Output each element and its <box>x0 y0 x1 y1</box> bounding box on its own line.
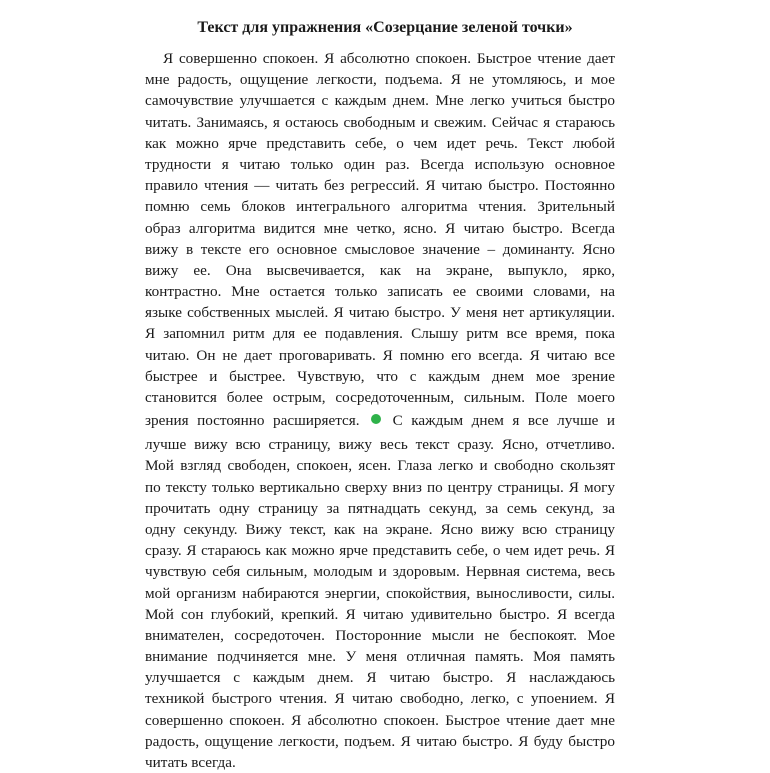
text-line: прочитать одну страницу за пятнадцать секунд, за семь секунд, за <box>145 499 615 517</box>
text-line: языке собственных мыслей. Я читаю быстро. У меня нет артикуляции. <box>145 304 615 322</box>
text-line: трудности я читаю только один раз. Всегда использую основное <box>145 155 615 173</box>
text-line: читать всегда. <box>145 754 236 771</box>
text-line: вижу ее. Она высвечивается, как на экране, выпукло, ярко, <box>145 261 615 279</box>
text-line: по тексту только вертикально сверху вниз по центру страницы. Я могу <box>145 478 615 496</box>
text-line: внимание подчиняется мне. У меня отличная память. Моя память <box>145 648 615 666</box>
green-dot-wrap <box>368 408 384 434</box>
text-line: правило чтения — читать без регрессий. Я читаю быстро. Постоянно <box>145 177 615 195</box>
text-line: мой организм набираются энергии, спокойствия, выносливости, силы. <box>145 584 615 602</box>
text-line: Я совершенно спокоен. Я абсолютно спокоен. Быстрое чтение дает <box>163 50 615 67</box>
text-line: улучшается с каждым днем. Я читаю быстро. Я наслаждаюсь <box>145 669 615 687</box>
green-dot-icon <box>371 414 381 424</box>
text-line: Мой сон глубокий, крепкий. Я читаю удивительно быстро. Я всегда <box>145 605 615 623</box>
text-line: Мой взгляд свободен, спокоен, ясен. Глаза легко и свободно скользят <box>145 457 615 475</box>
text-line: вижу в тексте его основное смысловое значение – доминанту. Ясно <box>145 240 615 258</box>
text-line: чувствую себя сильным, молодым и здоровым. Нервная система, весь <box>145 563 615 581</box>
document-title: Текст для упражнения «Созерцание зеленой точки» <box>197 19 573 36</box>
text-line: читать. Занимаясь, я остаюсь свободным и свежим. Сейчас я стараюсь <box>145 113 615 131</box>
body-text <box>145 48 615 773</box>
text-line: совершенно спокоен. Я абсолютно спокоен. Быстрое чтение дает мне <box>145 711 615 729</box>
text-line: одну секунду. Вижу текст, как на экране. Ясно вижу всю страницу <box>145 520 615 538</box>
focus-line-after: С каждым днем я все лучше и <box>392 412 615 430</box>
text-line: лучше вижу всю страницу, вижу весь текст сразу. Ясно, отчетливо. <box>145 436 615 454</box>
text-line: быстрее и быстрее. Чувствую, что с каждым днем мое зрение <box>145 367 615 385</box>
text-line: радость, ощущение легкости, подъем. Я читаю быстро. Я буду быстро <box>145 732 615 750</box>
text-line: сразу. Я стараюсь как можно ярче представить себе, о чем идет речь. Я <box>145 542 615 560</box>
text-line: Я запомнил ритм для ее подавления. Слышу ритм все время, пока <box>145 325 615 343</box>
text-line: самочувствие улучшается с каждым днем. Мне легко учиться быстро <box>145 92 615 110</box>
focus-line-before: зрения постоянно расширяется. <box>145 412 360 430</box>
text-line: помню семь блоков интегрального алгоритма чтения. Зрительный <box>145 198 615 216</box>
text-line: образ алгоритма видится мне четко, ясно. Я читаю быстро. Всегда <box>145 219 615 237</box>
text-line: внимателен, сосредоточен. Посторонние мысли не беспокоят. Мое <box>145 626 615 644</box>
text-line: читаю. Он не дает проговаривать. Я помню его всегда. Я читаю все <box>145 346 615 364</box>
text-line: контрастно. Мне остается только записать ее своими словами, на <box>145 283 615 301</box>
text-line: становится более острым, сосредоточенным, сильным. Поле моего <box>145 389 615 406</box>
text-line: мне радость, ощущение легкости, подъема. Я не утомляюсь, и мое <box>145 71 615 89</box>
text-line: техникой быстрого чтения. Я читаю свободно, легко, с упоением. Я <box>145 690 615 708</box>
text-line: как можно ярче представить себе, о чем идет речь. Текст любой <box>145 134 615 152</box>
focus-line <box>145 408 615 434</box>
